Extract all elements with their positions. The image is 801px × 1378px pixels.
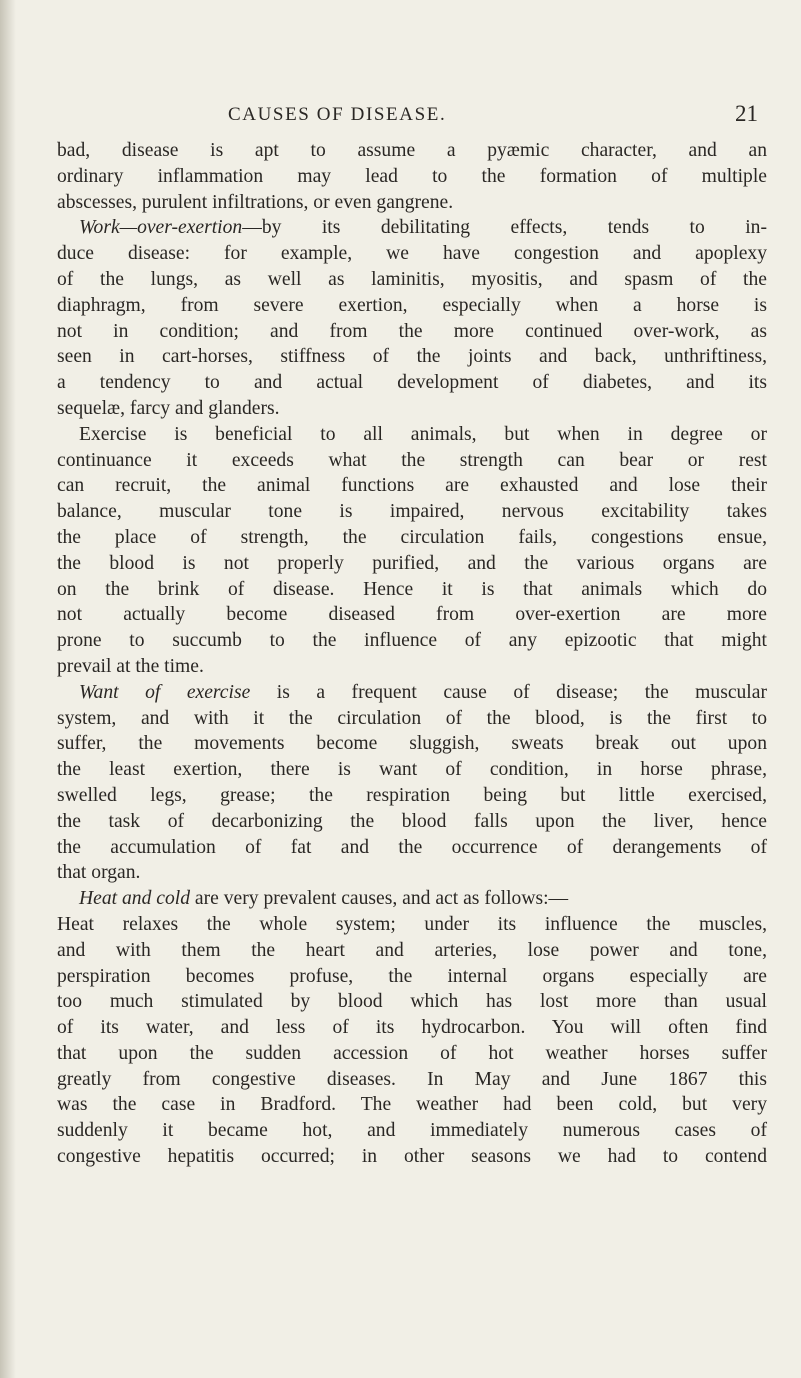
text-line: seen in cart-horses, stiffness of the joints and back, unthriftiness, xyxy=(57,346,767,368)
text-line: too much stimulated by blood which has lost more than usual xyxy=(57,991,767,1013)
text-line: swelled legs, grease; the respiration being but little exercised, xyxy=(57,784,767,806)
body-text xyxy=(57,138,767,1170)
italic-term-work: Work—over-exertion xyxy=(79,217,243,239)
text-line: not in condition; and from the more continued over-work, as xyxy=(57,320,767,342)
text-line: a tendency to and actual development of diabetes, and its xyxy=(57,372,767,394)
text-line: Heat relaxes the whole system; under its influence the muscles, xyxy=(57,913,767,935)
text-line: diaphragm, from severe exertion, especially when a horse is xyxy=(57,294,767,316)
text-line: of its water, and less of its hydrocarbon. You will often find xyxy=(57,1017,767,1039)
text-line: that upon the sudden accession of hot weather horses suffer xyxy=(57,1042,767,1064)
page-gutter-shadow xyxy=(0,0,16,1378)
text-line: ordinary inflammation may lead to the formation of multiple xyxy=(57,165,767,187)
text-line: can recruit, the animal functions are exhausted and lose their xyxy=(57,475,767,497)
italic-term-heat-and-cold: Heat and cold xyxy=(79,888,191,910)
text-line: that organ. xyxy=(57,862,141,884)
text-line: and with them the heart and arteries, lose power and tone, xyxy=(57,939,767,961)
text-line: sequelæ, farcy and glanders. xyxy=(57,397,280,419)
running-head: CAUSES OF DISEASE. xyxy=(228,104,447,125)
text-run: —by its debilitating effects, tends to in- xyxy=(242,217,767,239)
text-line xyxy=(57,680,767,706)
text-line: the least exertion, there is want of condition, in horse phrase, xyxy=(57,759,767,781)
page-header xyxy=(0,92,801,132)
text-run: are very prevalent causes, and act as follows:— xyxy=(190,888,569,910)
text-line: prone to succumb to the influence of any epizootic that might xyxy=(57,630,767,652)
text-line: balance, muscular tone is impaired, nervous excitability takes xyxy=(57,501,767,523)
text-line: greatly from congestive diseases. In May and June 1867 this xyxy=(57,1068,767,1090)
text-line: suddenly it became hot, and immediately numerous cases of xyxy=(57,1120,767,1142)
text-line: duce disease: for example, we have congestion and apoplexy xyxy=(57,243,767,265)
text-line: the task of decarbonizing the blood falls upon the liver, hence xyxy=(57,810,767,832)
text-line: was the case in Bradford. The weather had been cold, but very xyxy=(57,1094,767,1116)
text-line: the place of strength, the circulation fails, congestions ensue, xyxy=(57,526,767,548)
text-line: the accumulation of fat and the occurrence of derangements of xyxy=(57,836,767,858)
text-run: is a frequent cause of disease; the muscular xyxy=(250,681,767,703)
text-line: bad, disease is apt to assume a pyæmic character, and an xyxy=(57,140,767,161)
text-line: congestive hepatitis occurred; in other seasons we had to contend xyxy=(57,1146,767,1168)
text-line: prevail at the time. xyxy=(57,655,204,677)
text-line xyxy=(57,215,767,241)
text-line: suffer, the movements become sluggish, sweats break out upon xyxy=(57,733,767,755)
text-line: the blood is not properly purified, and the various organs are xyxy=(57,552,767,574)
text-line xyxy=(57,886,767,912)
text-line: not actually become diseased from over-exertion are more xyxy=(57,604,767,626)
text-line: of the lungs, as well as laminitis, myositis, and spasm of the xyxy=(57,268,767,290)
text-line: on the brink of disease. Hence it is that animals which do xyxy=(57,578,767,600)
text-line: perspiration becomes profuse, the internal organs especially are xyxy=(57,965,767,987)
text-line: continuance it exceeds what the strength can bear or rest xyxy=(57,449,767,471)
page-number: 21 xyxy=(735,101,758,126)
italic-term-want-of-exercise: Want of exercise xyxy=(79,681,251,703)
text-line: abscesses, purulent infiltrations, or even gangrene. xyxy=(57,191,454,213)
text-line: Exercise is beneficial to all animals, but when in degree or xyxy=(79,423,767,445)
text-line: system, and with it the circulation of the blood, is the first to xyxy=(57,707,767,729)
